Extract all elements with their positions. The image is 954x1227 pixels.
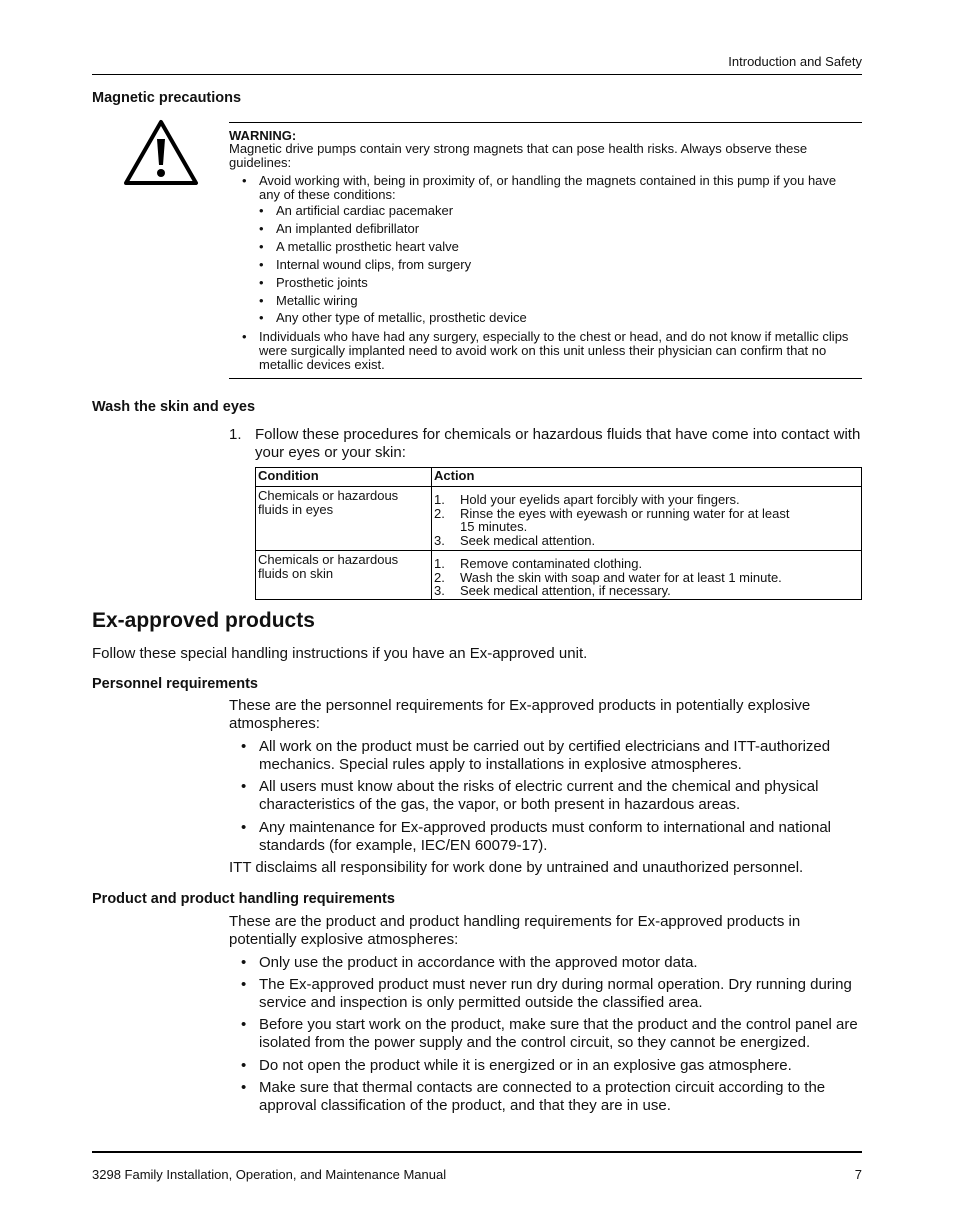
warning-box bbox=[229, 122, 862, 379]
condition-item: • Metallic wiring bbox=[259, 293, 358, 308]
warning-bullet: • Avoid working with, being in proximity of, or handling the magnets contained in this pump if you have any of these conditions: bbox=[242, 173, 837, 202]
product-intro: These are the product and product handling requirements for Ex-approved products in potentially explosive atmospheres: bbox=[229, 913, 801, 948]
column-header-condition: Condition bbox=[256, 468, 432, 487]
condition-item: • Prosthetic joints bbox=[259, 275, 368, 290]
footer-manual-title: 3298 Family Installation, Operation, and Maintenance Manual bbox=[92, 1167, 447, 1182]
action-step: 1. Remove contaminated clothing. bbox=[434, 556, 643, 571]
action-cell bbox=[432, 551, 862, 600]
table-row bbox=[256, 551, 862, 600]
warning-intro: Magnetic drive pumps contain very strong magnets that can pose health risks. Always observe these guidelines: bbox=[229, 141, 808, 170]
action-step: 1. Hold your eyelids apart forcibly with your fingers. bbox=[434, 492, 740, 507]
condition-cell: Chemicals or hazardous fluids on skin bbox=[256, 551, 432, 600]
condition-cell: Chemicals or hazardous fluids in eyes bbox=[256, 487, 432, 551]
list-item: • Make sure that thermal contacts are connected to a protection circuit according to the approval classification of the product, and that they are in use. bbox=[241, 1079, 826, 1114]
action-step: 2. Wash the skin with soap and water for at least 1 minute. bbox=[434, 569, 782, 585]
condition-item: • A metallic prosthetic heart valve bbox=[259, 239, 459, 254]
condition-item: • Internal wound clips, from surgery bbox=[259, 257, 472, 272]
personnel-closing: ITT disclaims all responsibility for work done by untrained and unauthorized personnel. bbox=[229, 859, 804, 876]
action-cell bbox=[432, 487, 862, 551]
list-item: • Any maintenance for Ex-approved products must conform to international and national standards (for example, IEC/EN 60079-17). bbox=[241, 819, 831, 854]
warning-triangle-icon bbox=[123, 119, 199, 187]
warning-bullet-text: Individuals who have had any surgery, especially to the chest or head, and do not know if metallic clips were surgically implanted need to avoid work on this unit unless their physician can confirm that no metallic devices exist. bbox=[259, 329, 849, 372]
condition-item: • An implanted defibrillator bbox=[259, 221, 420, 236]
list-item: • The Ex-approved product must never run dry during normal operation. Dry running during service and inspection is only permitted outside the classified area. bbox=[241, 976, 852, 1011]
ex-approved-heading: Ex-approved products bbox=[92, 609, 315, 632]
list-item: • Only use the product in accordance with the approved motor data. bbox=[241, 954, 698, 971]
running-header: Introduction and Safety bbox=[728, 54, 862, 69]
list-item: • Do not open the product while it is energized or in an explosive gas atmosphere. bbox=[241, 1057, 792, 1074]
action-step: 3. Seek medical attention. bbox=[434, 532, 596, 548]
list-item: • All work on the product must be carried out by certified electricians and ITT-authorized mechanics. Special rules apply to installations in explosive atmospheres. bbox=[241, 738, 831, 773]
personnel-intro: These are the personnel requirements for Ex-approved products in potentially explosive atmospheres: bbox=[229, 697, 811, 732]
page-number: 7 bbox=[854, 1167, 862, 1182]
list-item: • Before you start work on the product, make sure that the product and the control panel are isolated from the power supply and the control circuit, so they cannot be energized. bbox=[241, 1016, 858, 1051]
wash-heading: Wash the skin and eyes bbox=[92, 399, 256, 415]
condition-item: • Any other type of metallic, prosthetic device bbox=[259, 310, 527, 325]
first-aid-table bbox=[255, 467, 862, 600]
warning-label: WARNING: bbox=[229, 128, 297, 143]
column-header-action: Action bbox=[432, 468, 862, 487]
condition-item: • An artificial cardiac pacemaker bbox=[259, 203, 454, 218]
table-header-row bbox=[256, 468, 862, 487]
table-row bbox=[256, 487, 862, 551]
list-item: • All users must know about the risks of electric current and the chemical and physical characteristics of the gas, the vapor, or both present in hazardous areas. bbox=[241, 778, 819, 813]
warning-bullet-text: Avoid working with, being in proximity of, or handling the magnets contained in this pump if you have any of these conditions: bbox=[259, 173, 837, 202]
warning-bullet: • Individuals who have had any surgery, especially to the chest or head, and do not know if metallic clips were surgically implanted need to avoid work on this unit unless their physician can confirm that no metallic devices exist. bbox=[242, 329, 849, 372]
header-rule bbox=[92, 74, 862, 75]
magnetic-heading: Magnetic precautions bbox=[92, 90, 242, 106]
action-step: 2. Rinse the eyes with eyewash or running water for at least 15 minutes. bbox=[434, 505, 790, 534]
footer-rule bbox=[92, 1151, 862, 1153]
action-step: 3. Seek medical attention, if necessary. bbox=[434, 583, 671, 598]
ex-intro: Follow these special handling instructions if you have an Ex-approved unit. bbox=[92, 645, 588, 662]
personnel-heading: Personnel requirements bbox=[92, 676, 258, 692]
product-heading: Product and product handling requirements bbox=[92, 891, 395, 907]
